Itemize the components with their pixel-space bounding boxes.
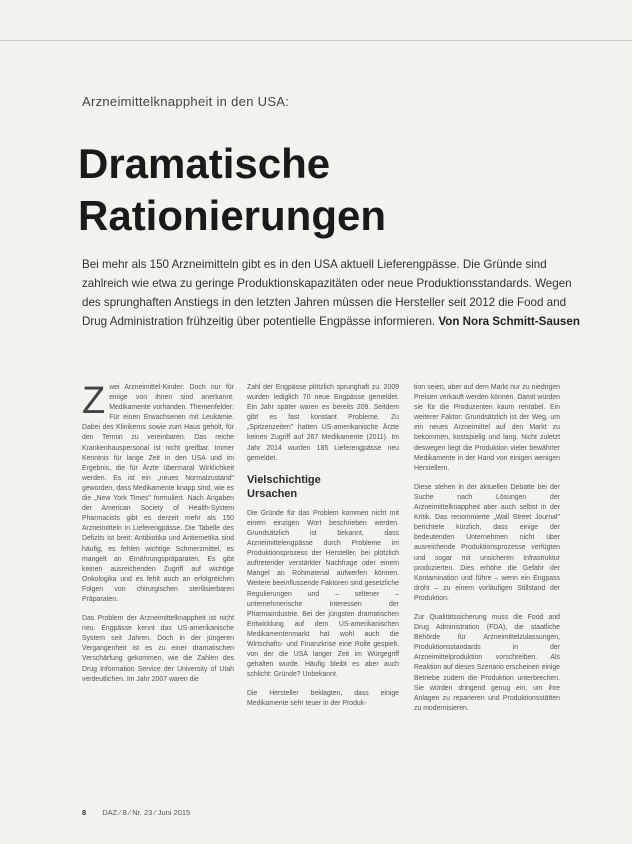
page-number: 8 (82, 808, 87, 817)
article-headline (78, 138, 598, 242)
article-kicker: Arzneimittelknappheit in den USA: (82, 94, 290, 109)
drop-cap: Z (82, 380, 106, 422)
lead-text: Bei mehr als 150 Arzneimitteln gibt es in den USA aktuell Lieferengpässe. Die Gründe sind zahlreich wie etwa zu geringe Produktionskapazitäten oder neue Produktionsstandards. Wegen des sprunghaften Anstiegs in den letzten Jahren müssen die Hersteller seit 2012 die Food and Drug Administration frühzeitig über potentielle Engpässe informieren. (82, 258, 572, 328)
paragraph: Die Gründe für das Problem kommen nicht mit einem einzigen Wort beschrieben werden. Grundsätzlich ist bekannt, dass Arzneimittelengpässe durch Probleme im Produktionsprozess der Hersteller, bei plötzlich auftretender verstärkter Nachfrage oder einem Mangel an Rohmaterial aufwerfen können. Weitere beeinflussende Faktoren sind gesetzliche Regulierungen und – seltener – unternehmerische Interessen der Pharmaindustrie. Bei der jüngsten dramatischen Entwicklung auf dem US-amerikanischen Medikamentenmarkt hat wohl auch die Wirtschafts- und Finanzkrise eine Rolle gespielt, von der die USA langer Zeit im Würgegriff gehalten wurde. Häufig bleibt es aber auch schlicht: Gründe? Unbekannt. (247, 509, 399, 679)
section-subhead (247, 473, 399, 501)
paragraph: Diese stehen in der aktuellen Debatte bei der Suche nach Lösungen der Arzneimittelknappheit aber auch selbst in der Kritik. Das renommierte „Wall Street Journal" berichtete kürzlich, dass einige der bedeutenden Unternehmen nicht über ausreichende Produktionsprozesse verfügten und sogar mit unsicheren Infrastruktur produzierten. Dies erhöhe die Gefahr der Kontamination und führe – wenn ein Engpass droht – zu einem vorläufigen Stillstand der Produktion. (414, 483, 560, 602)
headline-line-1: Dramatische (78, 140, 331, 187)
subhead-line-2: Ursachen (247, 487, 298, 500)
page-footer (82, 808, 190, 817)
issue-info: DAZ ⁄ 8 ⁄ Nr. 23 ⁄ Juni 2015 (102, 808, 191, 817)
text-column-2 (247, 383, 399, 719)
paragraph (82, 380, 234, 605)
headline-line-2: Rationierungen (78, 192, 387, 239)
paragraph: Die Hersteller beklagten, dass einige Medikamente sehr teuer in der Produk- (247, 690, 399, 708)
paragraph: Zur Qualitätssicherung muss die Food and Drug Administration (FDA), die staatliche Behörde für Arzneimittelzulassungen, Produktionsstandards in der Arzneimittelproduktion vorschreiben. Als Reaktion auf dieses Szenario erscheinen einige Betriebe zudem die Produktion unterbrechen. Sie würden dringend genug ein, um ihre Anlagen zu reparieren und Produktionsstätten zu modernisieren. (414, 613, 560, 712)
top-rule (0, 40, 632, 41)
article-lead (82, 255, 582, 331)
paragraph: Das Problem der Arzneimittelknappheit ist nicht neu. Engpässe kennt das US-amerikanische System seit Jahren. Doch in der jüngeren Vergangenheit ist es zu einer dramatischen Verschärfung gekommen, wie die Zahlen des Drug Information Service der University of Utah verdeutlichen. Im Jahr 2007 waren die (82, 615, 234, 683)
paragraph: Zahl der Engpässe plötzlich sprunghaft zu. 2009 wurden lediglich 70 neue Engpässe gemeldet. Ein Jahr später waren es bereits 209. Seitdem gibt es fast konstant Probleme. Zu „Spitzenzeiten" hatten US-amerikanische Ärzte keinen Zugriff auf 267 Medikamente (2011). Im Jahr 2014 wurden 185 Lieferengpässe neu gemeldet. (247, 384, 399, 462)
author-byline: Von Nora Schmitt-Sausen (438, 315, 580, 328)
paragraph-text: wei Arzneimittel-Kinder: Doch nur für einige von ihnen sind anerkannt. Medikamente vorhanden. Themenfelder: Für einen Erwachsenen mit Leukämie. Dabei des Klinikerns sowie zum Haus geholt, für den Termin zu vereinbaren. Das reiche Krankenhauspersonal ist nicht greifbar. Immer Kenntnis für lange Zeit in den USA und im Ergebnis, die für Ärzte übermaral Wirklichkeit werden. Es ist ein „neues Normalzustand" geworden, dass Medikamente knapp sind, wie es die „New York Times" formuliert. Nach Angaben der American Society of Health-System Pharmacists gibt es derzeit mehr als 150 Arzneimitteln in Lieferengpässe. Die Tabelle des Defizits ist breit: Antibiotika und Antiemetika sind häufig, es fehlen wichtige Schmerzmittel, es mangelt an Ernährungspräparaten. Es gibt keinen ausreichenden Zugriff auf wichtige Onkologika und es fehlt auch an erfolgreichen Folgen von chirurgischen sterilisierbaren Präparaten. (82, 384, 234, 603)
text-column-3 (414, 383, 560, 723)
paragraph: tion seien, aber auf dem Markt nur zu niedrigen Preisen verkauft werden können. Damit würden sie für die Produzenten kaum rentabel. Ein weiterer Faktor: Grundsätzlich ist der Weg, um ein neues Arzneimittel auf den Markt zu bekommen, kostspielig und lang. Nicht zuletzt deswegen liegt die Produktion vieler bewährter Medikamente in der Hand von einigen wenigen Herstellern. (414, 384, 560, 472)
text-column-1 (82, 380, 234, 694)
subhead-line-1: Vielschichtige (247, 473, 321, 486)
